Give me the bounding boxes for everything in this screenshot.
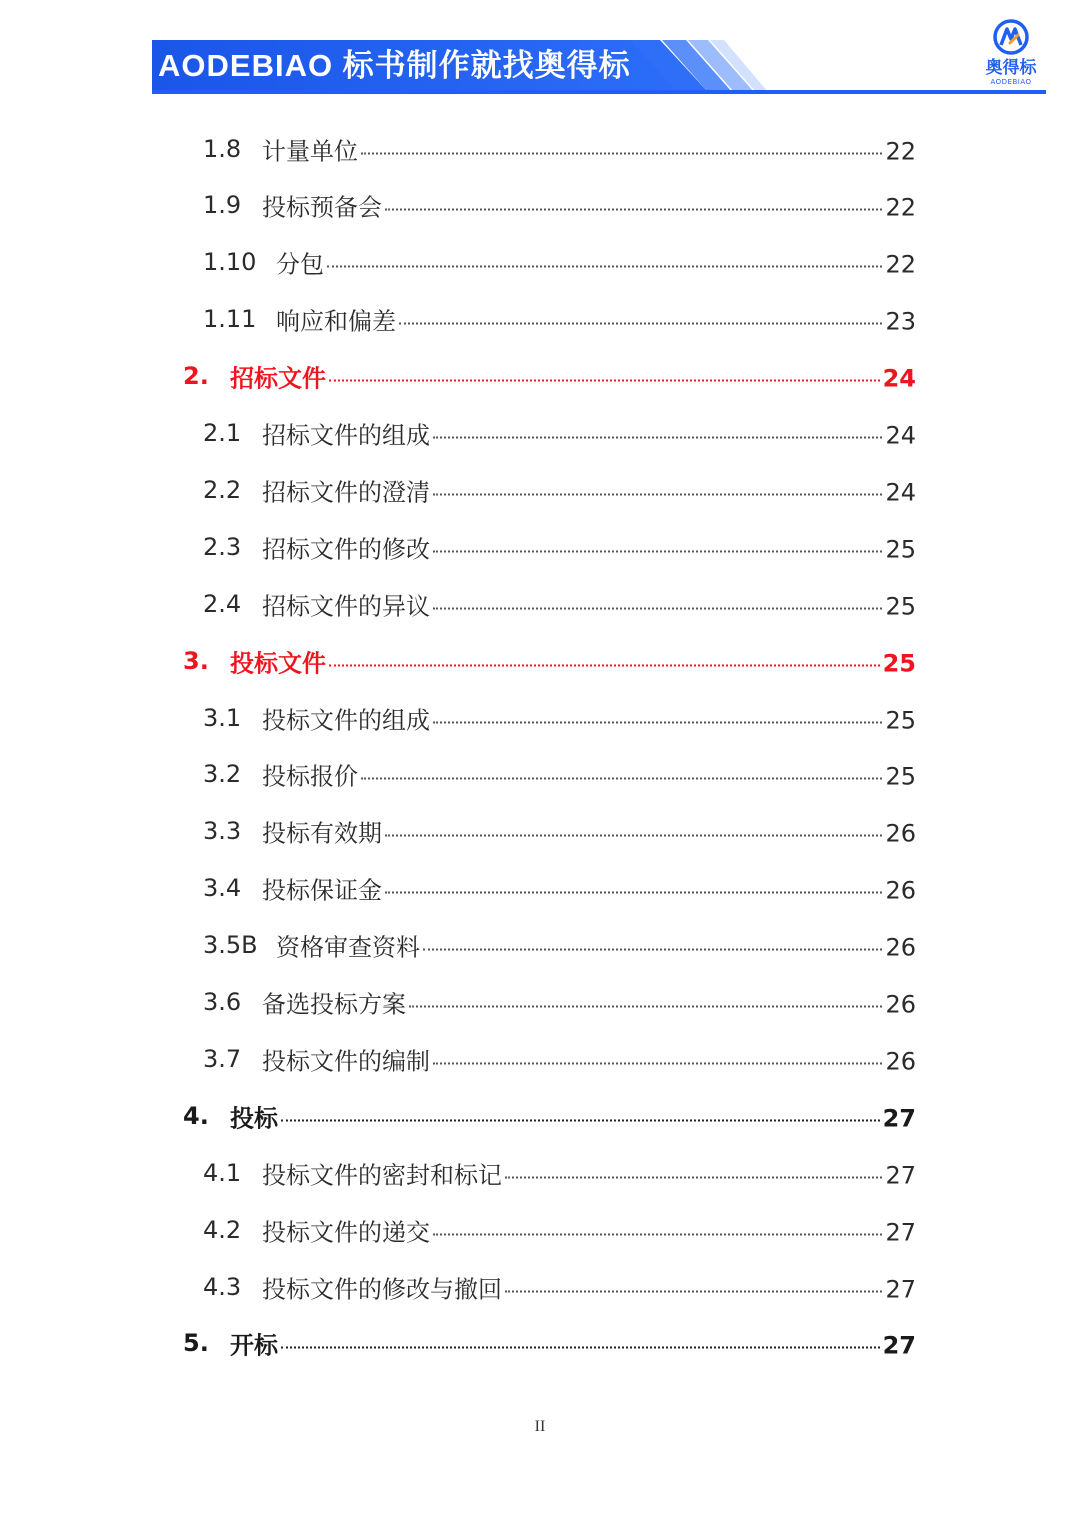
toc-entry-number: 3.5B <box>203 931 258 960</box>
toc-dot-leader <box>433 492 882 495</box>
toc-dot-leader <box>281 1346 880 1349</box>
toc-section-entry[interactable] <box>0 803 1080 860</box>
toc-entry-page: 24 <box>885 478 916 507</box>
toc-entry-line <box>262 131 916 166</box>
toc-entry-line <box>230 359 916 394</box>
toc-entry-page: 27 <box>885 1218 916 1247</box>
toc-entry-title: 响应和偏差 <box>276 307 396 336</box>
toc-entry-line <box>262 814 916 849</box>
toc-entry-number: 2.1 <box>203 419 242 447</box>
toc-entry-page: 27 <box>882 1331 916 1360</box>
toc-entry-line <box>262 188 916 223</box>
toc-chapter-entry[interactable] <box>0 632 1080 689</box>
toc-entry-line <box>262 472 916 507</box>
toc-entry-line <box>262 416 916 451</box>
toc-entry-number: 1.9 <box>203 191 242 220</box>
toc-dot-leader <box>361 777 882 780</box>
toc-entry-page: 26 <box>885 1047 916 1076</box>
toc-entry-title: 投标文件的编制 <box>262 1047 430 1076</box>
toc-entry-title: 招标文件的异议 <box>262 592 430 621</box>
toc-section-entry[interactable] <box>0 1201 1080 1258</box>
toc-chapter-entry[interactable] <box>0 348 1080 405</box>
toc-entry-page: 25 <box>885 592 916 621</box>
toc-section-entry[interactable] <box>0 974 1080 1031</box>
toc-entry-page: 25 <box>885 762 916 791</box>
toc-entry-page: 26 <box>885 990 916 1019</box>
toc-entry-number: 1.8 <box>203 134 242 163</box>
toc-entry-page: 22 <box>885 250 916 279</box>
toc-entry-number: 2. <box>183 362 209 391</box>
toc-entry-page: 27 <box>885 1275 916 1303</box>
toc-entry-page: 22 <box>885 137 916 165</box>
toc-entry-title: 投标文件的密封和标记 <box>262 1161 502 1190</box>
toc-entry-line <box>276 302 916 337</box>
toc-section-entry[interactable] <box>0 461 1080 518</box>
toc-dot-leader <box>505 1289 882 1292</box>
toc-entry-line <box>230 643 916 678</box>
brand-logo <box>978 16 1044 86</box>
toc-dot-leader <box>329 379 880 382</box>
toc-entry-number: 1.10 <box>203 248 257 277</box>
toc-entry-title: 投标保证金 <box>262 876 382 905</box>
toc-entry-number: 4.3 <box>203 1272 242 1301</box>
toc-dot-leader <box>423 948 882 951</box>
toc-entry-line <box>230 1098 916 1133</box>
toc-entry-line <box>276 245 916 280</box>
toc-entry-page: 27 <box>882 1104 916 1133</box>
toc-entry-title: 分包 <box>276 250 324 279</box>
logo-chinese-name: 奥得标 <box>985 58 1037 78</box>
toc-entry-title: 投标文件的组成 <box>262 706 430 734</box>
toc-chapter-entry[interactable] <box>0 1315 1080 1372</box>
page-number: II <box>534 1418 546 1435</box>
toc-entry-title: 投标文件 <box>230 649 326 678</box>
toc-section-entry[interactable] <box>0 1144 1080 1201</box>
toc-section-entry[interactable] <box>0 1258 1080 1315</box>
toc-entry-page: 25 <box>885 706 916 734</box>
toc-entry-title: 投标报价 <box>262 762 358 791</box>
toc-entry-title: 投标文件的修改与撤回 <box>262 1275 502 1303</box>
toc-entry-number: 5. <box>183 1329 209 1358</box>
toc-entry-page: 23 <box>885 307 916 336</box>
toc-entry-page: 24 <box>885 421 916 450</box>
toc-dot-leader <box>409 1005 882 1008</box>
toc-section-entry[interactable] <box>0 234 1080 291</box>
toc-section-entry[interactable] <box>0 575 1080 632</box>
toc-section-entry[interactable] <box>0 120 1080 177</box>
toc-entry-number: 3.1 <box>203 703 242 732</box>
toc-entry-page: 26 <box>885 933 916 962</box>
toc-dot-leader <box>433 436 882 439</box>
logo-mark-icon <box>992 18 1030 56</box>
toc-dot-leader <box>433 549 882 552</box>
toc-section-entry[interactable] <box>0 1030 1080 1087</box>
header-rule <box>152 90 1046 94</box>
toc-section-entry[interactable] <box>0 405 1080 462</box>
toc-entry-line <box>262 871 916 906</box>
toc-dot-leader <box>327 265 882 268</box>
toc-dot-leader <box>433 1232 882 1235</box>
toc-entry-line <box>262 1155 916 1190</box>
toc-entry-number: 4.1 <box>203 1158 242 1187</box>
toc-entry-title: 备选投标方案 <box>262 990 406 1019</box>
toc-section-entry[interactable] <box>0 917 1080 974</box>
toc-entry-number: 3.2 <box>203 760 242 789</box>
toc-entry-line <box>262 757 916 792</box>
toc-chapter-entry[interactable] <box>0 1087 1080 1144</box>
toc-entry-number: 2.4 <box>203 589 242 618</box>
toc-entry-title: 投标 <box>230 1104 278 1133</box>
toc-entry-title: 投标文件的递交 <box>262 1218 430 1247</box>
toc-entry-title: 资格审查资料 <box>276 933 420 962</box>
toc-entry-title: 招标文件的澄清 <box>262 478 430 507</box>
toc-dot-leader <box>281 1118 880 1121</box>
toc-entry-line <box>262 985 916 1020</box>
toc-entry-line <box>262 586 916 621</box>
toc-entry-page: 27 <box>885 1161 916 1190</box>
toc-entry-number: 3.6 <box>203 988 242 1016</box>
toc-section-entry[interactable] <box>0 518 1080 575</box>
toc-entry-number: 4. <box>183 1101 209 1130</box>
toc-entry-number: 3.3 <box>203 817 242 846</box>
toc-section-entry[interactable] <box>0 689 1080 746</box>
toc-dot-leader <box>361 151 882 154</box>
toc-entry-title: 计量单位 <box>262 137 358 165</box>
toc-dot-leader <box>329 663 880 666</box>
toc-entry-number: 2.2 <box>203 475 242 504</box>
toc-entry-title: 招标文件 <box>230 364 326 393</box>
toc-dot-leader <box>385 208 882 211</box>
header-banner <box>152 40 768 92</box>
toc-entry-number: 4.2 <box>203 1215 242 1244</box>
toc-entry-number: 3.4 <box>203 874 242 903</box>
toc-entry-page: 24 <box>882 364 916 393</box>
toc-section-entry[interactable] <box>0 177 1080 234</box>
toc-entry-page: 26 <box>885 876 916 905</box>
toc-entry-title: 招标文件的修改 <box>262 535 430 564</box>
toc-entry-page: 25 <box>882 649 916 678</box>
toc-dot-leader <box>399 322 882 325</box>
toc-section-entry[interactable] <box>0 746 1080 803</box>
toc-entry-line <box>276 928 916 963</box>
toc-entry-line <box>262 1041 916 1076</box>
toc-entry-line <box>262 529 916 564</box>
toc-entry-title: 投标有效期 <box>262 819 382 848</box>
toc-dot-leader <box>433 720 882 723</box>
toc-dot-leader <box>433 1061 882 1064</box>
toc-dot-leader <box>505 1175 882 1178</box>
toc-entry-line <box>262 1269 916 1304</box>
toc-entry-page: 26 <box>885 819 916 848</box>
toc-entry-number: 2.3 <box>203 532 242 561</box>
logo-english-name: AODEBIAO <box>990 78 1032 86</box>
toc-dot-leader <box>433 606 882 609</box>
toc-entry-line <box>262 1212 916 1247</box>
toc-entry-number: 3.7 <box>203 1044 242 1073</box>
toc-entry-line <box>262 700 916 735</box>
toc-entry-title: 招标文件的组成 <box>262 421 430 450</box>
toc-entry-number: 3. <box>183 646 209 675</box>
toc-entry-page: 22 <box>885 193 916 222</box>
toc-section-entry[interactable] <box>0 860 1080 917</box>
banner-title: AODEBIAO 标书制作就找奥得标 <box>158 48 631 83</box>
toc-dot-leader <box>385 891 882 894</box>
toc-dot-leader <box>385 834 882 837</box>
toc-entry-title: 投标预备会 <box>262 193 382 222</box>
toc-entry-title: 开标 <box>230 1331 278 1360</box>
toc-entry-page: 25 <box>885 535 916 564</box>
toc-entry-number: 1.11 <box>203 305 257 334</box>
toc-entry-line <box>230 1326 916 1361</box>
toc-section-entry[interactable] <box>0 291 1080 348</box>
